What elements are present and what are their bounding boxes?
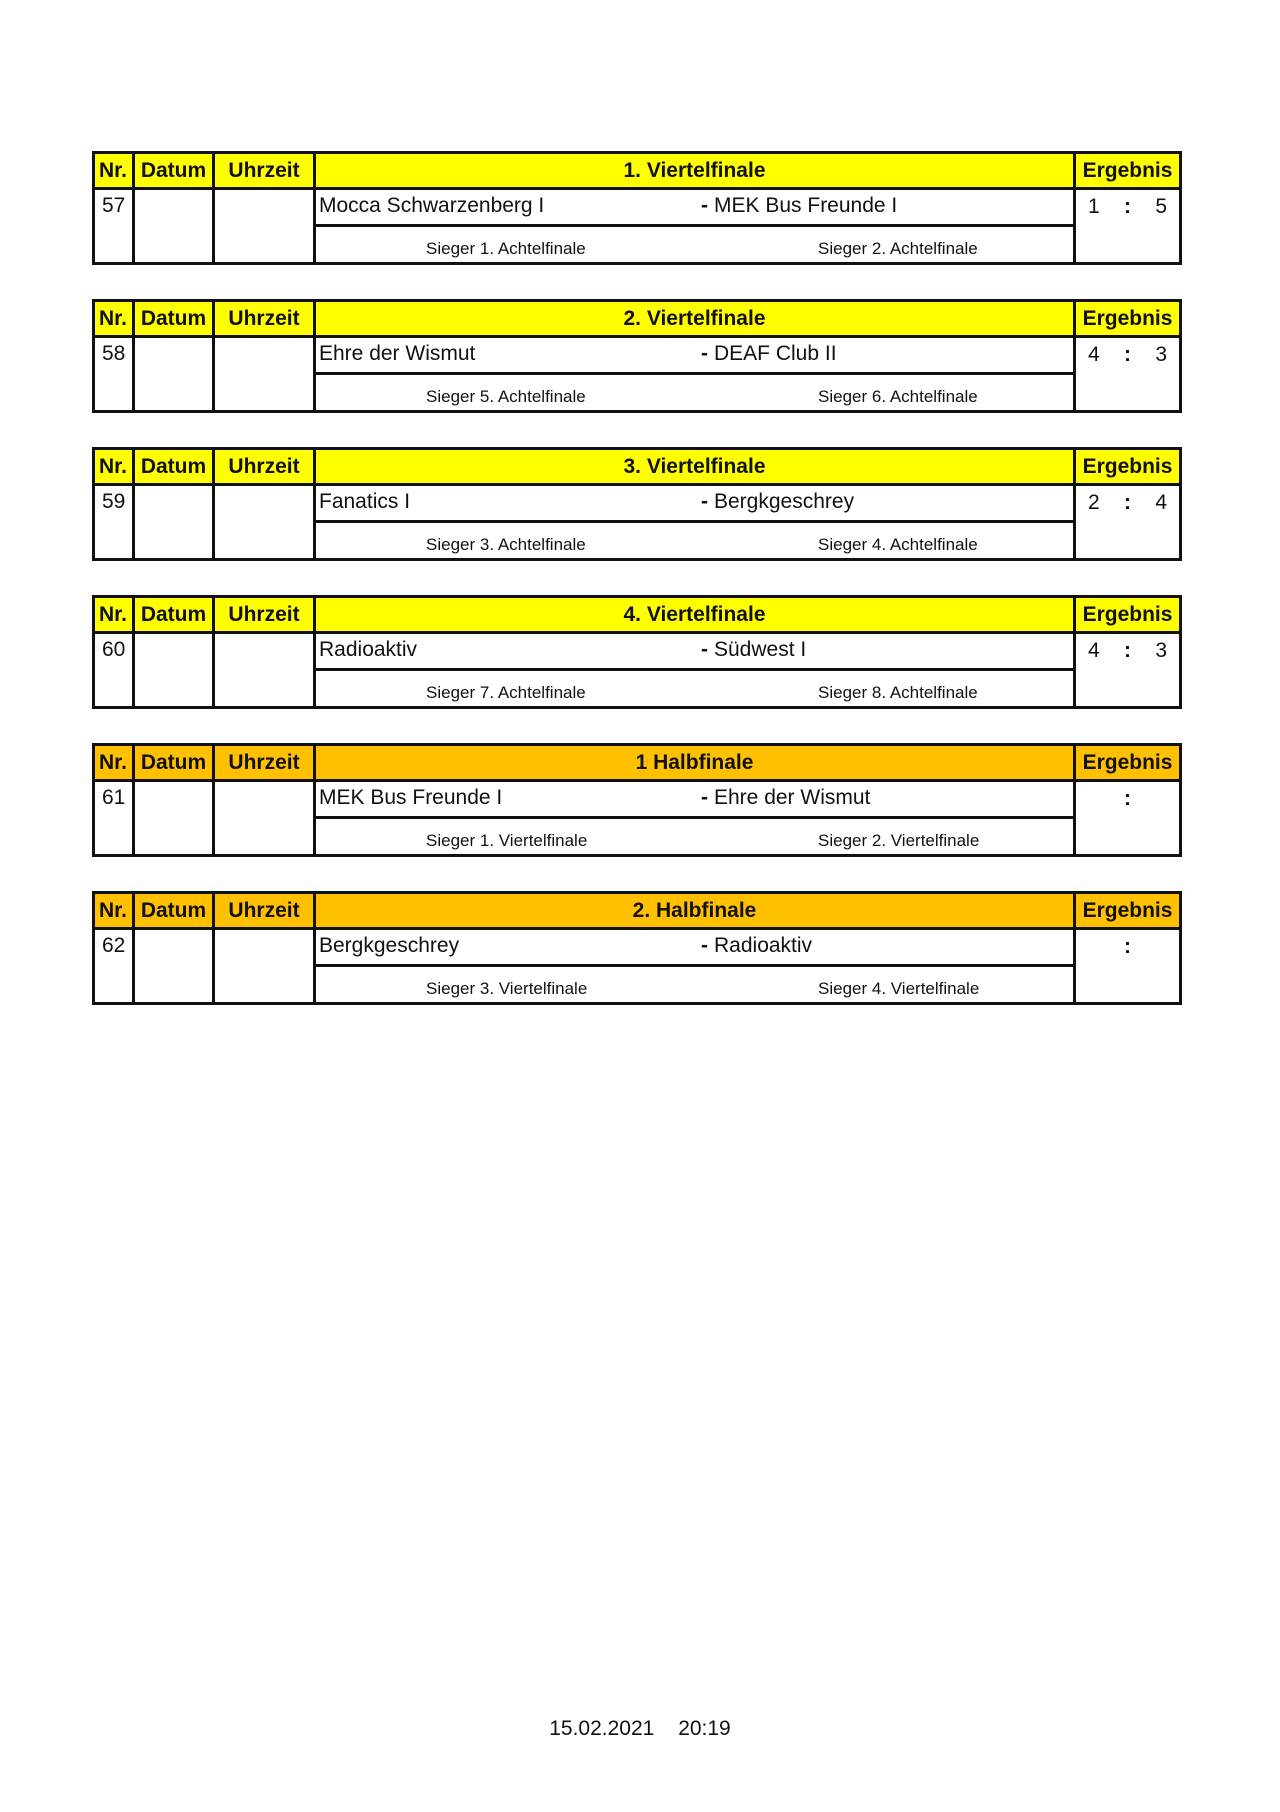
score-colon: :: [1124, 787, 1131, 810]
score-home: 4: [1088, 343, 1100, 366]
result-cell: [1075, 337, 1181, 412]
print-timestamp: [0, 1717, 1280, 1741]
header-ergebnis: Ergebnis: [1075, 301, 1181, 337]
header-nr: Nr.: [94, 745, 134, 781]
header-datum: Datum: [134, 153, 214, 189]
header-datum: Datum: [134, 745, 214, 781]
match-number: 61: [94, 781, 134, 856]
header-nr: Nr.: [94, 301, 134, 337]
teams-cell: [315, 485, 1075, 522]
team-away-wrap: [701, 342, 837, 366]
result-cell: [1075, 633, 1181, 708]
match-block: [92, 891, 1179, 1005]
source-cell: [315, 226, 1075, 264]
header-datum: Datum: [134, 893, 214, 929]
match-table: [92, 299, 1182, 413]
dash: -: [701, 786, 708, 809]
footer-date: 15.02.2021: [549, 1717, 655, 1740]
match-number: 60: [94, 633, 134, 708]
match-time: [214, 633, 315, 708]
match-title: 3. Viertelfinale: [315, 449, 1075, 485]
header-datum: Datum: [134, 301, 214, 337]
source-home: Sieger 7. Achtelfinale: [426, 683, 586, 702]
header-uhrzeit: Uhrzeit: [214, 745, 315, 781]
header-uhrzeit: Uhrzeit: [214, 449, 315, 485]
result-cell: [1075, 189, 1181, 264]
source-away: Sieger 4. Achtelfinale: [818, 535, 978, 554]
source-away: Sieger 4. Viertelfinale: [818, 979, 980, 998]
header-uhrzeit: Uhrzeit: [214, 893, 315, 929]
source-home: Sieger 3. Viertelfinale: [426, 979, 588, 998]
header-ergebnis: Ergebnis: [1075, 893, 1181, 929]
match-time: [214, 781, 315, 856]
header-nr: Nr.: [94, 597, 134, 633]
match-block: [92, 151, 1179, 265]
team-away: Südwest I: [714, 638, 807, 661]
score-colon: :: [1124, 343, 1131, 366]
team-away-wrap: [701, 638, 806, 662]
match-block: [92, 299, 1179, 413]
source-away: Sieger 8. Achtelfinale: [818, 683, 978, 702]
header-nr: Nr.: [94, 893, 134, 929]
match-table: [92, 595, 1182, 709]
match-date: [134, 781, 214, 856]
score-colon: :: [1124, 491, 1131, 514]
header-uhrzeit: Uhrzeit: [214, 153, 315, 189]
dash: -: [701, 194, 708, 217]
header-datum: Datum: [134, 597, 214, 633]
header-ergebnis: Ergebnis: [1075, 597, 1181, 633]
teams-cell: [315, 781, 1075, 818]
match-date: [134, 189, 214, 264]
team-home: Ehre der Wismut: [319, 342, 476, 365]
header-ergebnis: Ergebnis: [1075, 153, 1181, 189]
teams-cell: [315, 189, 1075, 226]
match-block: [92, 595, 1179, 709]
match-block: [92, 743, 1179, 857]
dash: -: [701, 638, 708, 661]
match-title: 2. Viertelfinale: [315, 301, 1075, 337]
match-number: 57: [94, 189, 134, 264]
header-ergebnis: Ergebnis: [1075, 449, 1181, 485]
match-date: [134, 929, 214, 1004]
source-cell: [315, 818, 1075, 856]
dash: -: [701, 934, 708, 957]
match-title: 4. Viertelfinale: [315, 597, 1075, 633]
source-cell: [315, 374, 1075, 412]
teams-cell: [315, 337, 1075, 374]
match-time: [214, 485, 315, 560]
header-uhrzeit: Uhrzeit: [214, 301, 315, 337]
header-nr: Nr.: [94, 153, 134, 189]
match-number: 59: [94, 485, 134, 560]
score-colon: :: [1124, 639, 1131, 662]
score-colon: :: [1124, 935, 1131, 958]
match-title: 1. Viertelfinale: [315, 153, 1075, 189]
score-home: 2: [1088, 491, 1100, 514]
source-home: Sieger 5. Achtelfinale: [426, 387, 586, 406]
match-table: [92, 151, 1182, 265]
teams-cell: [315, 633, 1075, 670]
match-date: [134, 633, 214, 708]
team-home: Bergkgeschrey: [319, 934, 460, 957]
match-block: [92, 447, 1179, 561]
score-away: 3: [1155, 343, 1167, 366]
source-home: Sieger 3. Achtelfinale: [426, 535, 586, 554]
source-cell: [315, 522, 1075, 560]
match-number: 62: [94, 929, 134, 1004]
score-away: 3: [1155, 639, 1167, 662]
team-away: Bergkgeschrey: [714, 490, 855, 513]
match-number: 58: [94, 337, 134, 412]
header-ergebnis: Ergebnis: [1075, 745, 1181, 781]
match-title: 1 Halbfinale: [315, 745, 1075, 781]
score-away: 5: [1155, 195, 1167, 218]
match-time: [214, 337, 315, 412]
match-table: [92, 891, 1182, 1005]
team-away: MEK Bus Freunde I: [714, 194, 898, 217]
team-away: Radioaktiv: [714, 934, 813, 957]
match-list: [92, 151, 1179, 1039]
match-table: [92, 743, 1182, 857]
source-cell: [315, 966, 1075, 1004]
team-away-wrap: [701, 194, 897, 218]
footer-time: 20:19: [678, 1717, 731, 1740]
match-date: [134, 485, 214, 560]
source-away: Sieger 2. Achtelfinale: [818, 239, 978, 258]
team-away-wrap: [701, 934, 812, 958]
match-time: [214, 189, 315, 264]
match-title: 2. Halbfinale: [315, 893, 1075, 929]
team-home: Mocca Schwarzenberg I: [319, 194, 545, 217]
score-away: 4: [1155, 491, 1167, 514]
header-uhrzeit: Uhrzeit: [214, 597, 315, 633]
source-home: Sieger 1. Achtelfinale: [426, 239, 586, 258]
team-home: Radioaktiv: [319, 638, 418, 661]
result-cell: [1075, 781, 1181, 856]
team-away-wrap: [701, 786, 870, 810]
match-date: [134, 337, 214, 412]
team-away-wrap: [701, 490, 854, 514]
dash: -: [701, 342, 708, 365]
team-away: DEAF Club II: [714, 342, 837, 365]
result-cell: [1075, 485, 1181, 560]
header-nr: Nr.: [94, 449, 134, 485]
source-cell: [315, 670, 1075, 708]
result-cell: [1075, 929, 1181, 1004]
match-time: [214, 929, 315, 1004]
teams-cell: [315, 929, 1075, 966]
source-away: Sieger 2. Viertelfinale: [818, 831, 980, 850]
match-table: [92, 447, 1182, 561]
header-datum: Datum: [134, 449, 214, 485]
dash: -: [701, 490, 708, 513]
source-home: Sieger 1. Viertelfinale: [426, 831, 588, 850]
score-home: 4: [1088, 639, 1100, 662]
score-colon: :: [1124, 195, 1131, 218]
team-away: Ehre der Wismut: [714, 786, 871, 809]
source-away: Sieger 6. Achtelfinale: [818, 387, 978, 406]
team-home: MEK Bus Freunde I: [319, 786, 503, 809]
score-home: 1: [1088, 195, 1100, 218]
team-home: Fanatics I: [319, 490, 411, 513]
